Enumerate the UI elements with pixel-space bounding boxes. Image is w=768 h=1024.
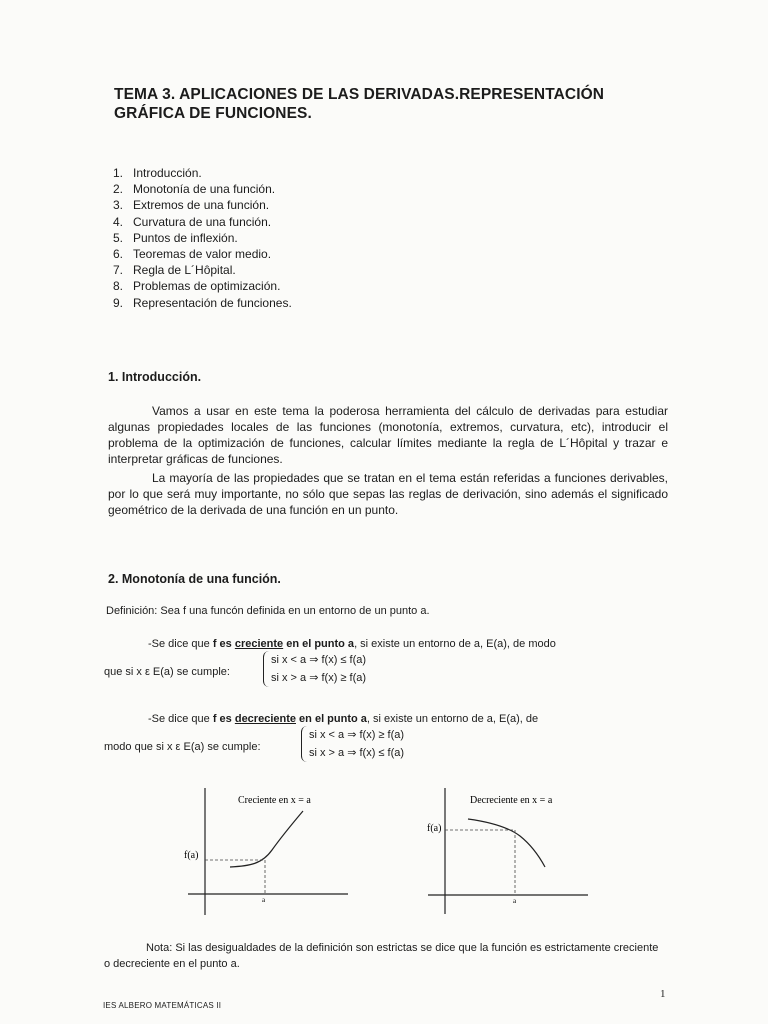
case-line: si x < a ⇒ f(x) ≥ f(a) [309, 729, 405, 741]
case-line: si x < a ⇒ f(x) ≤ f(a) [271, 654, 367, 666]
note-paragraph [104, 940, 664, 972]
decreasing-curve [468, 819, 545, 867]
page-title: TEMA 3. APLICACIONES DE LAS DERIVADAS.REPRESENTACIÓN GRÁFICA DE FUNCIONES. [114, 86, 605, 122]
toc-item [113, 165, 292, 181]
def-text: , si existe un entorno de a, E(a), de modo [354, 638, 556, 650]
toc-text: Problemas de optimización. [133, 279, 281, 294]
increasing-condition-label: que si x ε E(a) se cumple: [104, 666, 230, 678]
toc-item [113, 197, 292, 213]
toc-number: 5. [113, 230, 124, 245]
increasing-cases [263, 651, 366, 687]
def-text: , si existe un entorno de a, E(a), de [366, 713, 539, 725]
case-line: si x > a ⇒ f(x) ≥ f(a) [271, 672, 367, 684]
toc-text: Curvatura de una función. [133, 214, 272, 229]
def-text: -Se dice que [148, 638, 213, 650]
toc-number: 1. [113, 166, 124, 180]
page-footer: IES ALBERO MATEMÁTICAS II [103, 1001, 222, 1010]
section-heading-introduccion: 1. Introducción. [108, 370, 202, 384]
decreasing-cases [301, 726, 404, 762]
increasing-graph [170, 780, 350, 920]
intro-paragraph-2-text: La mayoría de las propiedades que se tratan en el tema están referidas a funciones derivables, por lo que será muy importante, no sólo que sepas las reglas de derivación, sino además el significado geométrico de la derivada de una función en un punto. [108, 471, 668, 517]
toc-number: 6. [113, 247, 124, 262]
intro-paragraph-2 [108, 470, 668, 518]
def-bold: f es [212, 713, 235, 725]
decreasing-definition [148, 712, 538, 726]
increasing-definition [148, 637, 556, 651]
toc-text: Extremos de una función. [133, 198, 270, 213]
decreasing-condition-label: modo que si x ε E(a) se cumple: [104, 741, 261, 753]
def-term-decreciente: decreciente [234, 713, 296, 725]
toc-text: Representación de funciones. [133, 295, 292, 310]
a-label: a [513, 897, 517, 905]
toc-item [113, 295, 292, 311]
section-heading-monotonia: 2. Monotonía de una función. [108, 572, 281, 586]
toc-item [113, 246, 292, 262]
def-bold: f es [212, 638, 235, 650]
a-label: a [262, 896, 266, 904]
toc-number: 8. [113, 279, 124, 294]
toc-number: 7. [113, 263, 124, 278]
page-number: 1 [660, 988, 666, 1000]
toc-item [113, 278, 292, 294]
definition-text: Definición: Sea f una funcón definida en un entorno de un punto a. [106, 605, 430, 617]
fa-label: f(a) [427, 823, 442, 834]
toc-number: 3. [113, 198, 124, 213]
toc-text: Introducción. [133, 166, 202, 180]
toc-item [113, 230, 292, 246]
decreasing-graph [420, 780, 600, 920]
increasing-curve [230, 811, 303, 867]
toc-number: 9. [113, 295, 124, 310]
toc-item [113, 181, 292, 197]
def-text: -Se dice que [148, 713, 213, 725]
intro-paragraph-1 [108, 403, 668, 467]
graph-title: Decreciente en x = a [470, 795, 553, 806]
toc-text: Monotonía de una función. [133, 182, 276, 197]
toc-text: Puntos de inflexión. [133, 230, 238, 245]
toc-text: Teoremas de valor medio. [133, 247, 272, 262]
toc-item [113, 262, 292, 278]
toc-item [113, 214, 292, 230]
toc-text: Regla de L´Hôpital. [133, 263, 236, 278]
table-of-contents [113, 165, 292, 311]
toc-number: 2. [113, 182, 124, 197]
def-bold: en el punto a [296, 713, 367, 725]
graph-title: Creciente en x = a [238, 795, 311, 806]
note-text: Nota: Si las desigualdades de la definición son estrictas se dice que la función es estrictamente creciente o decreciente en el punto a. [104, 942, 659, 970]
case-line: si x > a ⇒ f(x) ≤ f(a) [309, 747, 405, 759]
fa-label: f(a) [184, 850, 199, 861]
def-term-creciente: creciente [234, 638, 284, 650]
def-bold: en el punto a [283, 638, 355, 650]
intro-paragraph-1-text: Vamos a usar en este tema la poderosa herramienta del cálculo de derivadas para estudiar algunas propiedades locales de las funciones (monotonía, extremos, curvatura, etc), introducir el problema de la optimización de funciones, calcular límites mediante la regla de L´Hôpital y trazar e interpretar gráficas de funciones. [108, 404, 668, 466]
toc-number: 4. [113, 214, 124, 229]
